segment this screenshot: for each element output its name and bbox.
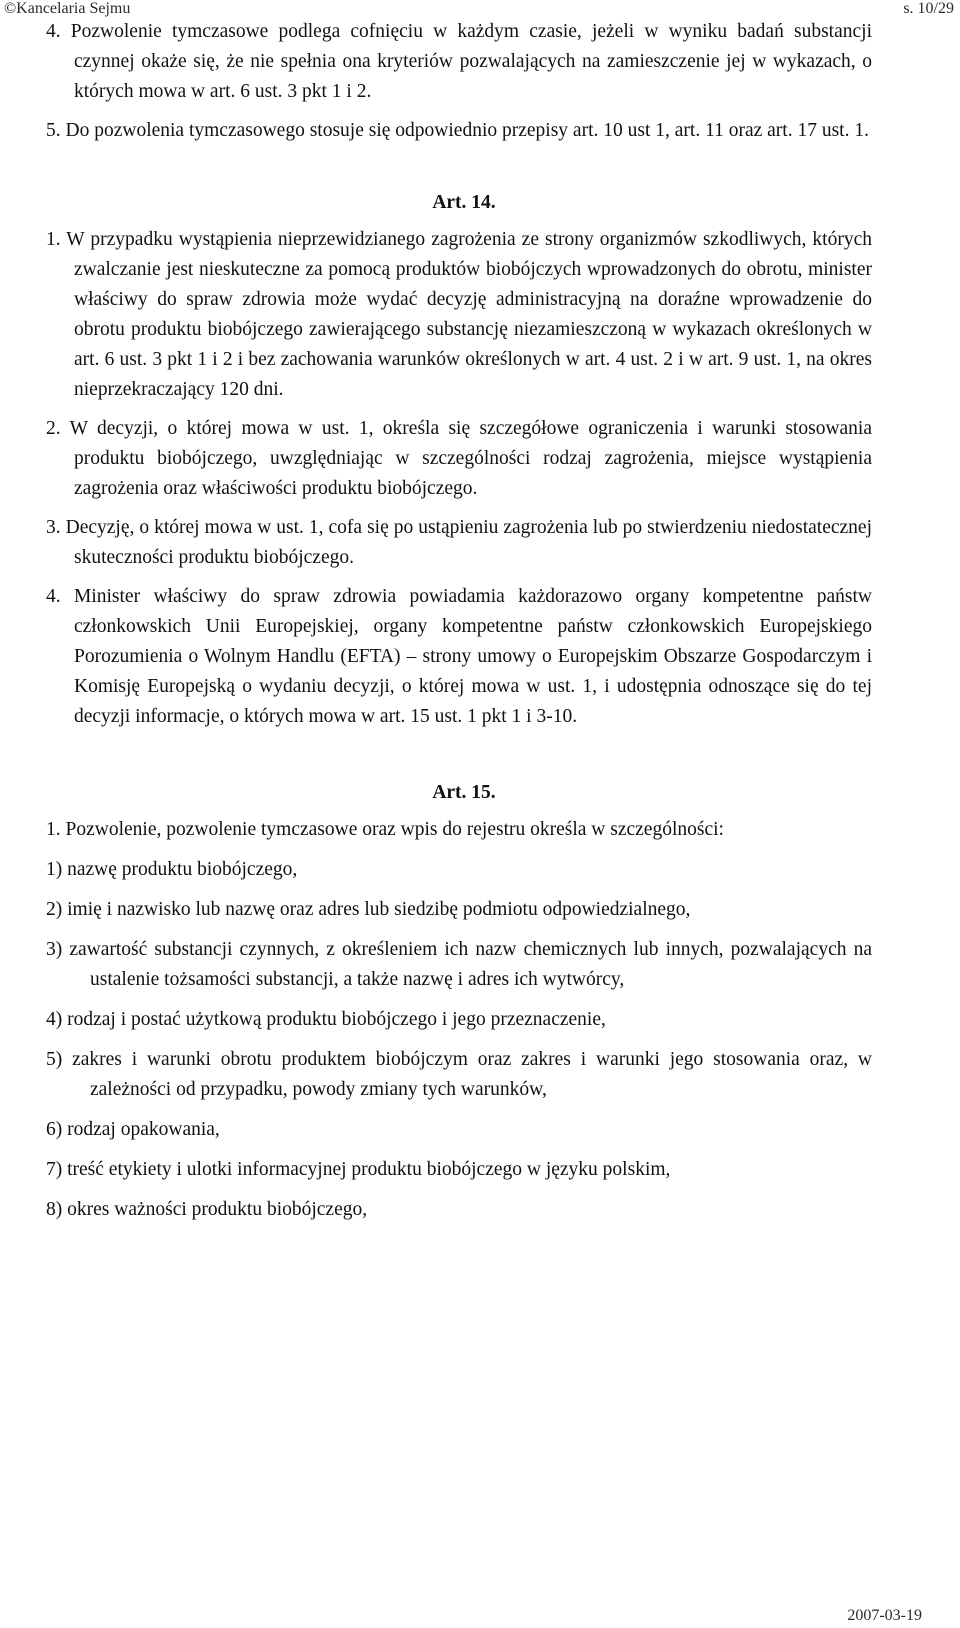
art14-paragraph-4: 4. Minister właściwy do spraw zdrowia powiadamia każdorazowo organy kompetentne państw członkowskich Unii Europejskiej, organy kompetentne państw członkowskich Europejskiego Porozumienia o Wolnym Handlu (EFTA) – strony umowy o Europejskim Obszarze Gospodarczym i Komisję Europejską o wydaniu decyzji, o której mowa w ust. 1, i udostępnia odnoszące się do tej decyzji informacje, o których mowa w art. 15 ust. 1 pkt 1 i 3-10. [46,586,872,727]
footer-date: 2007-03-19 [847,1607,922,1624]
art15-item-3: 3) zawartość substancji czynnych, z określeniem ich nazw chemicznych lub innych, pozwalających na ustalenie tożsamości substancji, a także nazwę i adres ich wytwórcy, [46,939,872,990]
art15-title: Art. 15. [432,782,496,803]
art15-item-4: 4) rodzaj i postać użytkową produktu biobójczego i jego przeznaczenie, [46,1009,606,1030]
art15-item-8: 8) okres ważności produktu biobójczego, [46,1199,368,1220]
art14-paragraph-2: 2. W decyzji, o której mowa w ust. 1, określa się szczegółowe ograniczenia i warunki stosowania produktu biobójczego, uwzględniając w szczególności rodzaj zagrożenia, miejsce wystąpienia zagrożenia oraz właściwości produktu biobójczego. [46,418,872,499]
art14-paragraph-1: 1. W przypadku wystąpienia nieprzewidzianego zagrożenia ze strony organizmów szkodliwych, których zwalczanie jest nieskuteczne za pomocą produktów biobójczych wprowadzonych do obrotu, minister właściwy do spraw zdrowia może wydać decyzję administracyjną na doraźne wprowadzenie do obrotu produktu biobójczego zawierającego substancję niezamieszczoną w wykazach określonych w art. 6 ust. 3 pkt 1 i 2 i bez zachowania warunków określonych w art. 4 ust. 2 i w art. 9 ust. 1, na okres nieprzekraczający 120 dni. [46,229,872,400]
art14-paragraph-3: 3. Decyzję, o której mowa w ust. 1, cofa się po ustąpieniu zagrożenia lub po stwierdzeniu niedostatecznej skuteczności produktu biobójczego. [46,517,872,568]
art15-intro: 1. Pozwolenie, pozwolenie tymczasowe oraz wpis do rejestru określa w szczególności: [46,819,724,840]
art15-item-7: 7) treść etykiety i ulotki informacyjnej produktu biobójczego w języku polskim, [46,1159,671,1180]
art15-item-6: 6) rodzaj opakowania, [46,1119,220,1140]
art14-title: Art. 14. [432,192,496,213]
art15-item-2: 2) imię i nazwisko lub nazwę oraz adres lub siedzibę podmiotu odpowiedzialnego, [46,899,691,920]
art13-paragraph-5: 5. Do pozwolenia tymczasowego stosuje się odpowiednio przepisy art. 10 ust 1, art. 11 oraz art. 17 ust. 1. [46,120,869,141]
art15-item-1: 1) nazwę produktu biobójczego, [46,859,298,880]
header-source: ©Kancelaria Sejmu [4,0,131,17]
document-body [46,17,872,1225]
art15-item-5: 5) zakres i warunki obrotu produktem biobójczym oraz zakres i warunki jego stosowania oraz, w zależności od przypadku, powody zmiany tych warunków, [46,1049,872,1100]
art13-paragraph-4: 4. Pozwolenie tymczasowe podlega cofnięciu w każdym czasie, jeżeli w wyniku badań substancji czynnej okaże się, że nie spełnia ona kryteriów pozwalających na zamieszczenie jej w wykazach, o których mowa w art. 6 ust. 3 pkt 1 i 2. [46,21,872,102]
page-number: s. 10/29 [903,0,954,17]
